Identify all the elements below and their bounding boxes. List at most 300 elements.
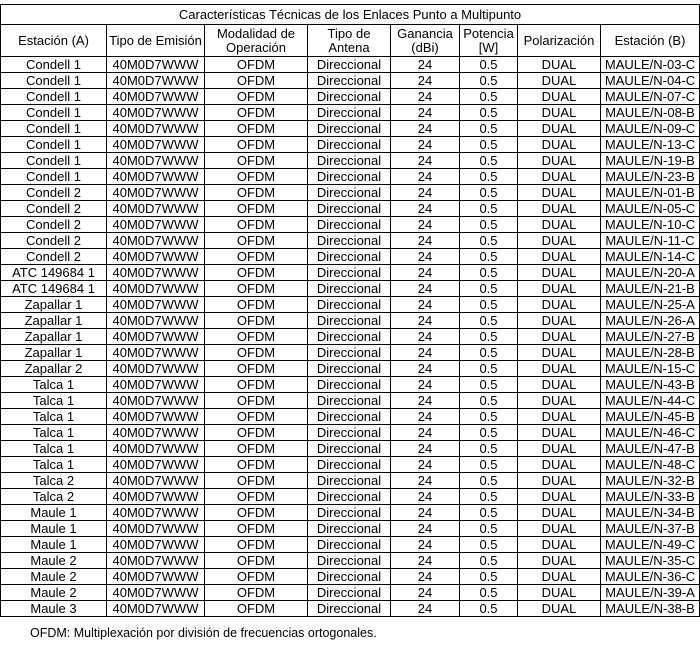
station-a-cell: Zapallar 1 [1,313,107,329]
emission-type-cell: 40M0D7WWW [107,233,205,249]
antenna-type-cell: Direccional [308,217,391,233]
emission-type-cell: 40M0D7WWW [107,265,205,281]
power-cell: 0.5 [460,329,518,345]
emission-type-cell: 40M0D7WWW [107,425,205,441]
emission-type-cell: 40M0D7WWW [107,137,205,153]
table-title-row [1,5,700,25]
antenna-type-cell: Direccional [308,425,391,441]
station-a-cell: Talca 2 [1,473,107,489]
power-cell: 0.5 [460,281,518,297]
station-b-cell: MAULE/N-23-B [601,169,700,185]
antenna-type-cell: Direccional [308,393,391,409]
emission-type-cell: 40M0D7WWW [107,601,205,617]
gain-cell: 24 [391,441,460,457]
emission-type-cell: 40M0D7WWW [107,409,205,425]
station-b-cell: MAULE/N-47-B [601,441,700,457]
power-cell: 0.5 [460,73,518,89]
gain-cell: 24 [391,73,460,89]
station-b-cell: MAULE/N-14-C [601,249,700,265]
operation-mode-cell: OFDM [205,313,308,329]
station-a-cell: Condell 1 [1,73,107,89]
power-cell: 0.5 [460,297,518,313]
operation-mode-cell: OFDM [205,425,308,441]
power-cell: 0.5 [460,569,518,585]
table-row [1,89,700,105]
polarization-cell: DUAL [518,265,601,281]
station-a-cell: Maule 1 [1,537,107,553]
operation-mode-cell: OFDM [205,537,308,553]
links-table-container [0,4,699,617]
table-row [1,297,700,313]
polarization-cell: DUAL [518,393,601,409]
antenna-type-cell: Direccional [308,281,391,297]
gain-cell: 24 [391,409,460,425]
emission-type-cell: 40M0D7WWW [107,569,205,585]
operation-mode-cell: OFDM [205,233,308,249]
gain-cell: 24 [391,377,460,393]
antenna-type-cell: Direccional [308,265,391,281]
power-cell: 0.5 [460,249,518,265]
gain-cell: 24 [391,313,460,329]
gain-cell: 24 [391,569,460,585]
station-b-cell: MAULE/N-39-A [601,585,700,601]
emission-type-cell: 40M0D7WWW [107,457,205,473]
power-cell: 0.5 [460,537,518,553]
table-row [1,185,700,201]
station-b-cell: MAULE/N-11-C [601,233,700,249]
station-a-cell: Talca 1 [1,409,107,425]
table-row [1,473,700,489]
station-a-cell: ATC 149684 1 [1,281,107,297]
power-cell: 0.5 [460,105,518,121]
table-row [1,361,700,377]
polarization-cell: DUAL [518,345,601,361]
antenna-type-cell: Direccional [308,505,391,521]
gain-cell: 24 [391,473,460,489]
station-a-cell: Condell 1 [1,137,107,153]
station-b-cell: MAULE/N-27-B [601,329,700,345]
station-a-cell: Maule 2 [1,553,107,569]
footnote: OFDM: Multiplexación por división de frecuencias ortogonales. [30,626,377,640]
polarization-cell: DUAL [518,569,601,585]
gain-cell: 24 [391,249,460,265]
power-cell: 0.5 [460,89,518,105]
gain-header: Ganancia (dBi) [391,25,460,57]
table-row [1,105,700,121]
table-row [1,425,700,441]
emission-type-cell: 40M0D7WWW [107,537,205,553]
power-cell: 0.5 [460,521,518,537]
antenna-type-cell: Direccional [308,537,391,553]
polarization-cell: DUAL [518,505,601,521]
emission-type-cell: 40M0D7WWW [107,73,205,89]
station-a-cell: Condell 2 [1,249,107,265]
polarization-cell: DUAL [518,377,601,393]
emission-type-cell: 40M0D7WWW [107,553,205,569]
operation-mode-cell: OFDM [205,377,308,393]
station-b-cell: MAULE/N-20-A [601,265,700,281]
antenna-type-cell: Direccional [308,585,391,601]
polarization-cell: DUAL [518,233,601,249]
polarization-cell: DUAL [518,585,601,601]
table-row [1,121,700,137]
polarization-cell: DUAL [518,153,601,169]
emission-type-cell: 40M0D7WWW [107,329,205,345]
antenna-type-cell: Direccional [308,169,391,185]
emission-type-cell: 40M0D7WWW [107,249,205,265]
table-row [1,569,700,585]
table-title: Características Técnicas de los Enlaces Punto a Multipunto [1,5,700,25]
gain-cell: 24 [391,185,460,201]
operation-mode-cell: OFDM [205,121,308,137]
station-a-cell: Condell 2 [1,185,107,201]
operation-mode-cell: OFDM [205,57,308,73]
power-cell: 0.5 [460,505,518,521]
power-cell: 0.5 [460,185,518,201]
power-cell: 0.5 [460,313,518,329]
antenna-type-cell: Direccional [308,361,391,377]
emission-type-cell: 40M0D7WWW [107,201,205,217]
station-a-header: Estación (A) [1,25,107,57]
table-row [1,409,700,425]
gain-cell: 24 [391,521,460,537]
gain-cell: 24 [391,121,460,137]
station-b-cell: MAULE/N-21-B [601,281,700,297]
operation-mode-cell: OFDM [205,329,308,345]
emission-type-cell: 40M0D7WWW [107,377,205,393]
power-cell: 0.5 [460,425,518,441]
table-row [1,73,700,89]
power-cell: 0.5 [460,393,518,409]
station-b-cell: MAULE/N-34-B [601,505,700,521]
station-b-cell: MAULE/N-38-B [601,601,700,617]
station-b-cell: MAULE/N-46-C [601,425,700,441]
power-header: Potencia [W] [460,25,518,57]
table-header-row [1,25,700,57]
table-body [1,57,700,617]
polarization-cell: DUAL [518,121,601,137]
gain-cell: 24 [391,169,460,185]
polarization-cell: DUAL [518,185,601,201]
emission-type-cell: 40M0D7WWW [107,185,205,201]
polarization-cell: DUAL [518,169,601,185]
antenna-type-cell: Direccional [308,233,391,249]
polarization-cell: DUAL [518,457,601,473]
polarization-cell: DUAL [518,297,601,313]
power-cell: 0.5 [460,473,518,489]
operation-mode-cell: OFDM [205,185,308,201]
operation-mode-cell: OFDM [205,169,308,185]
antenna-type-cell: Direccional [308,89,391,105]
power-cell: 0.5 [460,601,518,617]
power-cell: 0.5 [460,441,518,457]
power-cell: 0.5 [460,409,518,425]
gain-cell: 24 [391,345,460,361]
emission-type-cell: 40M0D7WWW [107,489,205,505]
antenna-type-cell: Direccional [308,121,391,137]
station-b-cell: MAULE/N-13-C [601,137,700,153]
table-row [1,137,700,153]
antenna-type-cell: Direccional [308,441,391,457]
gain-cell: 24 [391,57,460,73]
gain-cell: 24 [391,457,460,473]
power-cell: 0.5 [460,361,518,377]
station-b-cell: MAULE/N-01-B [601,185,700,201]
gain-cell: 24 [391,505,460,521]
station-a-cell: Condell 2 [1,201,107,217]
emission-type-cell: 40M0D7WWW [107,313,205,329]
operation-mode-cell: OFDM [205,345,308,361]
polarization-cell: DUAL [518,217,601,233]
station-a-cell: Condell 2 [1,233,107,249]
emission-type-cell: 40M0D7WWW [107,361,205,377]
station-a-cell: Talca 1 [1,457,107,473]
polarization-cell: DUAL [518,281,601,297]
table-row [1,217,700,233]
antenna-type-cell: Direccional [308,601,391,617]
station-b-header: Estación (B) [601,25,700,57]
gain-cell: 24 [391,217,460,233]
polarization-cell: DUAL [518,473,601,489]
power-cell: 0.5 [460,457,518,473]
station-b-cell: MAULE/N-03-C [601,57,700,73]
table-row [1,345,700,361]
polarization-cell: DUAL [518,249,601,265]
station-b-cell: MAULE/N-10-C [601,217,700,233]
polarization-cell: DUAL [518,137,601,153]
station-a-cell: Zapallar 1 [1,297,107,313]
emission-type-cell: 40M0D7WWW [107,345,205,361]
table-row [1,601,700,617]
table-row [1,521,700,537]
station-a-cell: Condell 1 [1,121,107,137]
emission-type-cell: 40M0D7WWW [107,281,205,297]
station-b-cell: MAULE/N-25-A [601,297,700,313]
table-row [1,505,700,521]
antenna-type-cell: Direccional [308,329,391,345]
power-cell: 0.5 [460,217,518,233]
table-row [1,393,700,409]
antenna-type-cell: Direccional [308,473,391,489]
operation-mode-header: Modalidad de Operación [205,25,308,57]
gain-cell: 24 [391,297,460,313]
gain-cell: 24 [391,361,460,377]
station-a-cell: Zapallar 1 [1,329,107,345]
polarization-cell: DUAL [518,409,601,425]
station-a-cell: Maule 1 [1,521,107,537]
operation-mode-cell: OFDM [205,441,308,457]
antenna-type-cell: Direccional [308,297,391,313]
table-row [1,169,700,185]
station-b-cell: MAULE/N-37-B [601,521,700,537]
station-b-cell: MAULE/N-15-C [601,361,700,377]
operation-mode-cell: OFDM [205,489,308,505]
operation-mode-cell: OFDM [205,393,308,409]
station-a-cell: Condell 1 [1,89,107,105]
gain-cell: 24 [391,137,460,153]
station-b-cell: MAULE/N-43-B [601,377,700,393]
polarization-cell: DUAL [518,553,601,569]
station-b-cell: MAULE/N-49-C [601,537,700,553]
operation-mode-cell: OFDM [205,553,308,569]
emission-type-cell: 40M0D7WWW [107,169,205,185]
emission-type-cell: 40M0D7WWW [107,585,205,601]
station-b-cell: MAULE/N-28-B [601,345,700,361]
station-a-cell: Talca 1 [1,377,107,393]
station-a-cell: Zapallar 1 [1,345,107,361]
table-row [1,233,700,249]
station-b-cell: MAULE/N-07-C [601,89,700,105]
gain-cell: 24 [391,201,460,217]
station-b-cell: MAULE/N-33-B [601,489,700,505]
polarization-cell: DUAL [518,313,601,329]
emission-type-cell: 40M0D7WWW [107,505,205,521]
antenna-type-cell: Direccional [308,105,391,121]
operation-mode-cell: OFDM [205,105,308,121]
station-b-cell: MAULE/N-36-C [601,569,700,585]
station-b-cell: MAULE/N-04-C [601,73,700,89]
gain-cell: 24 [391,489,460,505]
power-cell: 0.5 [460,265,518,281]
gain-cell: 24 [391,553,460,569]
gain-cell: 24 [391,265,460,281]
emission-type-cell: 40M0D7WWW [107,121,205,137]
table-row [1,153,700,169]
table-row [1,377,700,393]
station-a-cell: Maule 3 [1,601,107,617]
table-row [1,201,700,217]
table-row [1,313,700,329]
power-cell: 0.5 [460,153,518,169]
station-b-cell: MAULE/N-48-C [601,457,700,473]
table-row [1,537,700,553]
power-cell: 0.5 [460,121,518,137]
emission-type-cell: 40M0D7WWW [107,473,205,489]
emission-type-cell: 40M0D7WWW [107,153,205,169]
station-b-cell: MAULE/N-26-A [601,313,700,329]
power-cell: 0.5 [460,169,518,185]
operation-mode-cell: OFDM [205,281,308,297]
polarization-cell: DUAL [518,489,601,505]
station-b-cell: MAULE/N-35-C [601,553,700,569]
operation-mode-cell: OFDM [205,521,308,537]
operation-mode-cell: OFDM [205,505,308,521]
table-row [1,553,700,569]
polarization-cell: DUAL [518,329,601,345]
power-cell: 0.5 [460,233,518,249]
gain-cell: 24 [391,393,460,409]
station-a-cell: Maule 1 [1,505,107,521]
power-cell: 0.5 [460,377,518,393]
operation-mode-cell: OFDM [205,585,308,601]
emission-type-cell: 40M0D7WWW [107,105,205,121]
operation-mode-cell: OFDM [205,409,308,425]
antenna-type-cell: Direccional [308,409,391,425]
polarization-header: Polarización [518,25,601,57]
gain-cell: 24 [391,601,460,617]
station-a-cell: Condell 1 [1,169,107,185]
antenna-type-cell: Direccional [308,313,391,329]
antenna-type-cell: Direccional [308,249,391,265]
operation-mode-cell: OFDM [205,297,308,313]
polarization-cell: DUAL [518,89,601,105]
station-a-cell: Condell 1 [1,153,107,169]
table-row [1,329,700,345]
table-row [1,441,700,457]
operation-mode-cell: OFDM [205,217,308,233]
station-a-cell: Condell 2 [1,217,107,233]
station-a-cell: Condell 1 [1,57,107,73]
table-row [1,457,700,473]
gain-cell: 24 [391,153,460,169]
antenna-type-cell: Direccional [308,345,391,361]
antenna-type-cell: Direccional [308,377,391,393]
technical-characteristics-table [0,4,700,617]
station-b-cell: MAULE/N-08-B [601,105,700,121]
table-row [1,585,700,601]
station-a-cell: Talca 2 [1,489,107,505]
polarization-cell: DUAL [518,537,601,553]
power-cell: 0.5 [460,553,518,569]
operation-mode-cell: OFDM [205,457,308,473]
antenna-type-cell: Direccional [308,153,391,169]
gain-cell: 24 [391,281,460,297]
antenna-type-cell: Direccional [308,185,391,201]
station-a-cell: Talca 1 [1,393,107,409]
power-cell: 0.5 [460,345,518,361]
station-b-cell: MAULE/N-45-B [601,409,700,425]
table-row [1,57,700,73]
antenna-type-cell: Direccional [308,137,391,153]
gain-cell: 24 [391,537,460,553]
polarization-cell: DUAL [518,521,601,537]
emission-type-cell: 40M0D7WWW [107,297,205,313]
station-a-cell: Maule 2 [1,569,107,585]
antenna-type-cell: Direccional [308,553,391,569]
table-row [1,489,700,505]
operation-mode-cell: OFDM [205,361,308,377]
operation-mode-cell: OFDM [205,153,308,169]
antenna-type-cell: Direccional [308,201,391,217]
operation-mode-cell: OFDM [205,601,308,617]
polarization-cell: DUAL [518,441,601,457]
station-b-cell: MAULE/N-19-B [601,153,700,169]
operation-mode-cell: OFDM [205,249,308,265]
antenna-type-cell: Direccional [308,489,391,505]
emission-type-cell: 40M0D7WWW [107,217,205,233]
station-b-cell: MAULE/N-32-B [601,473,700,489]
antenna-type-cell: Direccional [308,569,391,585]
operation-mode-cell: OFDM [205,201,308,217]
power-cell: 0.5 [460,137,518,153]
operation-mode-cell: OFDM [205,89,308,105]
power-cell: 0.5 [460,585,518,601]
operation-mode-cell: OFDM [205,569,308,585]
gain-cell: 24 [391,89,460,105]
operation-mode-cell: OFDM [205,265,308,281]
gain-cell: 24 [391,329,460,345]
table-row [1,265,700,281]
emission-type-cell: 40M0D7WWW [107,441,205,457]
station-a-cell: Maule 2 [1,585,107,601]
gain-cell: 24 [391,585,460,601]
antenna-type-cell: Direccional [308,57,391,73]
polarization-cell: DUAL [518,73,601,89]
polarization-cell: DUAL [518,425,601,441]
gain-cell: 24 [391,105,460,121]
emission-type-cell: 40M0D7WWW [107,393,205,409]
emission-type-cell: 40M0D7WWW [107,521,205,537]
